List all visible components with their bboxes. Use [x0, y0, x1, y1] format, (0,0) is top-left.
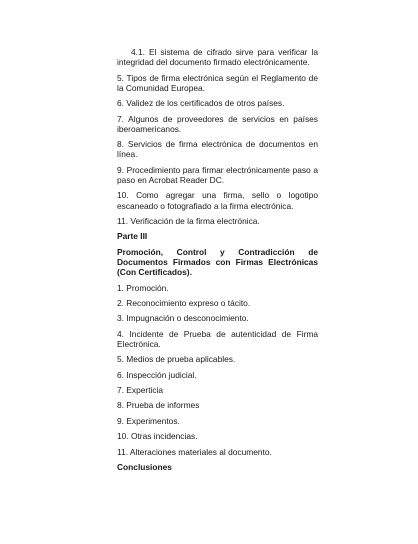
part-item-1: 1. Promoción. — [117, 282, 169, 293]
part-item-3: 3. Impugnación o desconocimiento. — [117, 313, 249, 324]
part-item-5: 5. Medios de prueba aplicables. — [117, 354, 236, 365]
toc-item-7: 7. Algunos de proveedores de servicios en países iberoamericanos. — [117, 113, 318, 134]
part-item-4: 4. Incidente de Prueba de autenticidad de Firma Electrónica. — [117, 328, 318, 349]
toc-item-5: 5. Tipos de firma electrónica según el Reglamento de la Comunidad Europea. — [117, 72, 318, 93]
part-item-10: 10. Otras incidencias. — [117, 431, 198, 442]
toc-item-4-1: 4.1. El sistema de cifrado sirve para verificar la integridad del documento firmado electrónicamente. — [117, 47, 318, 68]
part-title: Parte III — [117, 231, 148, 242]
part-subtitle: Promoción, Control y Contradicción de Documentos Firmados con Firmas Electrónicas (Con Certificados). — [117, 246, 318, 278]
part-item-8: 8. Prueba de informes — [117, 400, 200, 411]
toc-item-9: 9. Procedimiento para firmar electrónicamente paso a paso en Acrobat Reader DC. — [117, 164, 318, 185]
part-item-2: 2. Reconocimiento expreso o tácito. — [117, 297, 251, 308]
toc-item-8: 8. Servicios de firma electrónica de documentos en línea. — [117, 139, 318, 160]
toc-item-10: 10. Como agregar una firma, sello o logotipo escaneado o fotografiado a la firma electrónica. — [117, 190, 318, 211]
part-item-6: 6. Inspección judicial. — [117, 369, 197, 380]
part-item-7: 7. Experticia — [117, 385, 164, 396]
toc-item-6: 6. Validez de los certificados de otros países. — [117, 98, 285, 109]
toc-item-11: 11. Verificación de la firma electrónica. — [117, 215, 260, 226]
conclusions-heading: Conclusiones — [117, 462, 172, 473]
part-item-9: 9. Experimentos. — [117, 415, 180, 426]
part-item-11: 11. Alteraciones materiales al documento. — [117, 446, 272, 457]
